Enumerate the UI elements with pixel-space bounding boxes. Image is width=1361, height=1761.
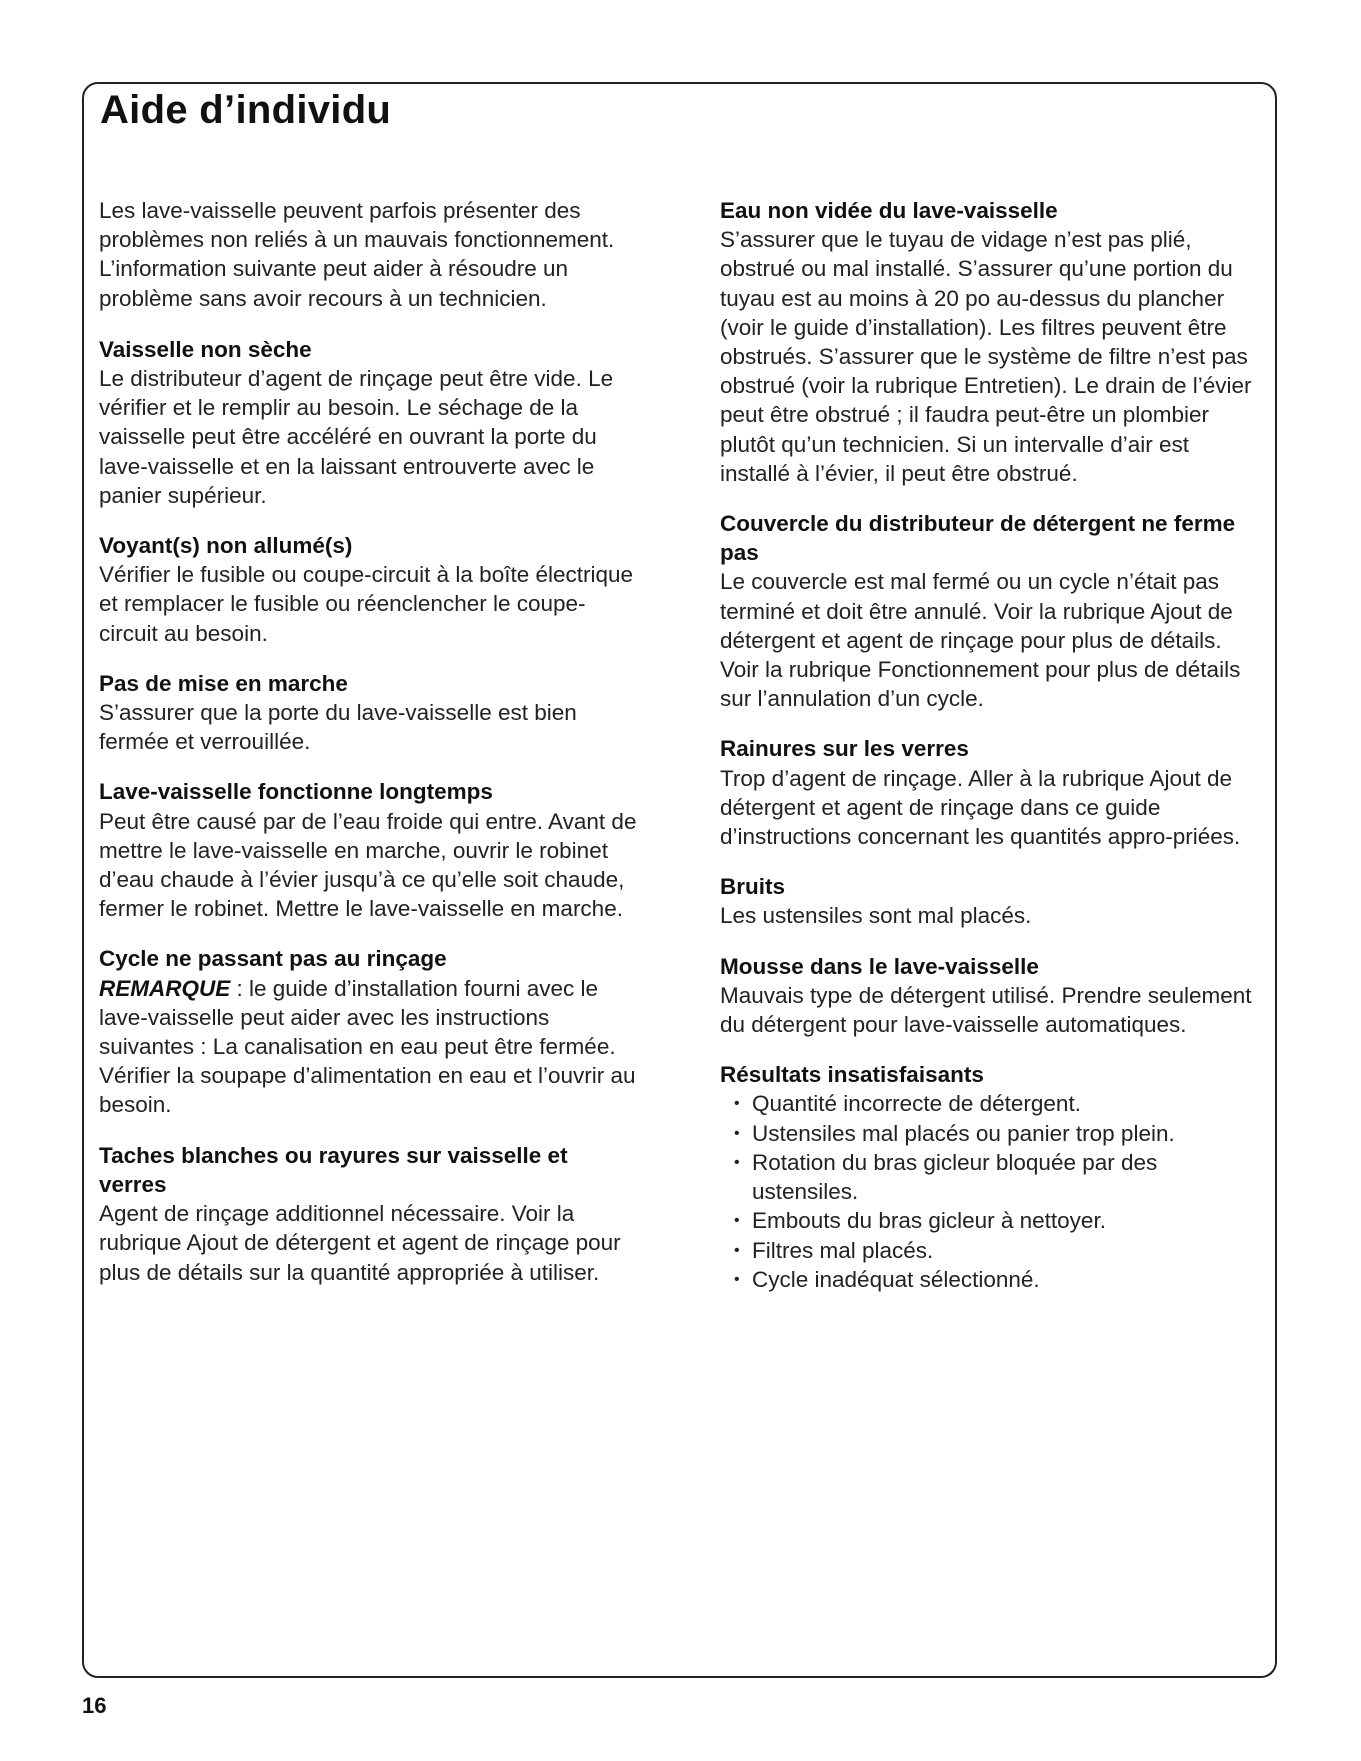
section-heading: Eau non vidée du lave-vaisselle xyxy=(720,198,1058,223)
list-item: • Ustensiles mal placés ou panier trop plein. xyxy=(732,1119,1260,1148)
right-column xyxy=(720,196,1260,1315)
section-taches-blanches xyxy=(99,1141,639,1287)
list-item: • Quantité incorrecte de détergent. xyxy=(732,1089,1260,1118)
section-body xyxy=(99,974,639,1120)
section-body: Trop d’agent de rinçage. Aller à la rubrique Ajout de détergent et agent de rinçage dans ce guide d’instructions concernant les quantités appro-priées. xyxy=(720,765,1241,850)
section-couvercle-distributeur xyxy=(720,509,1260,713)
section-body: Le couvercle est mal fermé ou un cycle n’était pas terminé et doit être annulé. Voir la rubrique Ajout de détergent et agent de rinçage pour plus de détails. Voir la rubrique Fonctionnement pour plus de détails sur l’annulation d’un cycle. xyxy=(720,569,1241,712)
page-title: Aide d’individu xyxy=(100,88,392,132)
section-heading: Résultats insatisfaisants xyxy=(720,1062,984,1088)
results-list xyxy=(720,1089,1260,1293)
section-resultats-insatisfaisants xyxy=(720,1060,1260,1294)
section-body: Les ustensiles sont mal placés. xyxy=(720,903,1032,929)
section-voyants-non-allumes xyxy=(99,531,639,648)
list-item: • Filtres mal placés. xyxy=(732,1236,1260,1265)
section-heading: Bruits xyxy=(720,874,786,900)
section-body: Le distributeur d’agent de rinçage peut être vide. Le vérifier et le remplir au besoin. Le séchage de la vaisselle peut être accéléré en ouvrant la porte du lave-vaisselle et en la laissant entrouverte avec le panier supérieur. xyxy=(99,366,614,508)
bullet-icon: • xyxy=(734,1124,740,1142)
section-body: Peut être causé par de l’eau froide qui entre. Avant de mettre le lave-vaisselle en marche, ouvrir le robinet d’eau chaude à l’évier jusqu’à ce qu’elle soit chaude, fermer le robinet. Mettre le lave-vaisselle en marche. xyxy=(99,808,637,922)
note-text: : le guide d’installation fourni avec le lave-vaisselle peut aider avec les instructions suivantes : La canalisation en eau peut être fermée. Vérifier la soupape d’alimentation en eau et l’ouvrir au besoin. xyxy=(99,975,636,1118)
intro-paragraph: Les lave-vaisselle peuvent parfois présenter des problèmes non reliés à un mauvais fonctionnement. L’information suivante peut aider à résoudre un problème sans avoir recours à un technicien. xyxy=(99,198,615,311)
bullet-icon: • xyxy=(734,1270,740,1288)
section-heading: Pas de mise en marche xyxy=(99,670,348,696)
note-label: REMARQUE xyxy=(99,975,231,1001)
section-body: S’assurer que le tuyau de vidage n’est pas plié, obstrué ou mal installé. S’assurer qu’une portion du tuyau est au moins à 20 po au-dessus du plancher (voir le guide d’installation). Les filtres peuvent être obstrués. S’assurer que le système de filtre n’est pas obstrué (voir la rubrique Entretien). Le drain de l’évier peut être obstrué ; il faudra peut-être un plombier plutôt qu’un technicien. Si un intervalle d’air est installé à l’évier, il peut être obstrué. xyxy=(720,227,1252,486)
bullet-icon: • xyxy=(734,1241,740,1259)
section-heading: Cycle ne passant pas au rinçage xyxy=(99,946,447,972)
section-fonctionne-longtemps xyxy=(99,777,639,923)
section-cycle-rincage xyxy=(99,944,639,1119)
section-body: Agent de rinçage additionnel nécessaire. Voir la rubrique Ajout de détergent et agent de rinçage pour plus de détails sur la quantité appropriée à utiliser. xyxy=(99,1201,621,1285)
section-body: Vérifier le fusible ou coupe-circuit à la boîte électrique et remplacer le fusible ou réenclencher le coupe-circuit au besoin. xyxy=(99,562,634,646)
section-heading: Taches blanches ou rayures sur vaisselle et verres xyxy=(99,1142,568,1197)
section-heading: Lave-vaisselle fonctionne longtemps xyxy=(99,779,493,805)
bullet-icon: • xyxy=(734,1095,740,1113)
section-rainures-verres xyxy=(720,734,1260,851)
page-number: 16 xyxy=(82,1693,107,1718)
section-heading: Mousse dans le lave-vaisselle xyxy=(720,953,1039,979)
section-body: S’assurer que la porte du lave-vaisselle est bien fermée et verrouillée. xyxy=(99,700,577,755)
list-item: • Cycle inadéquat sélectionné. xyxy=(732,1265,1260,1294)
section-vaisselle-non-seche xyxy=(99,335,639,510)
section-heading: Vaisselle non sèche xyxy=(99,336,312,362)
list-item: • Embouts du bras gicleur à nettoyer. xyxy=(732,1206,1260,1235)
section-heading: Rainures sur les verres xyxy=(720,736,969,762)
left-column xyxy=(99,196,639,1308)
section-eau-non-videe xyxy=(720,196,1260,488)
section-mousse xyxy=(720,952,1260,1040)
section-bruits xyxy=(720,872,1260,930)
section-heading: Couvercle du distributeur de détergent ne ferme pas xyxy=(720,511,1236,566)
section-body: Mauvais type de détergent utilisé. Prendre seulement du détergent pour lave-vaisselle automatiques. xyxy=(720,982,1252,1038)
bullet-icon: • xyxy=(734,1212,740,1230)
bullet-icon: • xyxy=(734,1153,740,1171)
section-heading: Voyant(s) non allumé(s) xyxy=(99,533,353,559)
list-item: • Rotation du bras gicleur bloquée par des ustensiles. xyxy=(734,1149,1158,1205)
section-pas-de-mise-en-marche xyxy=(99,669,639,757)
